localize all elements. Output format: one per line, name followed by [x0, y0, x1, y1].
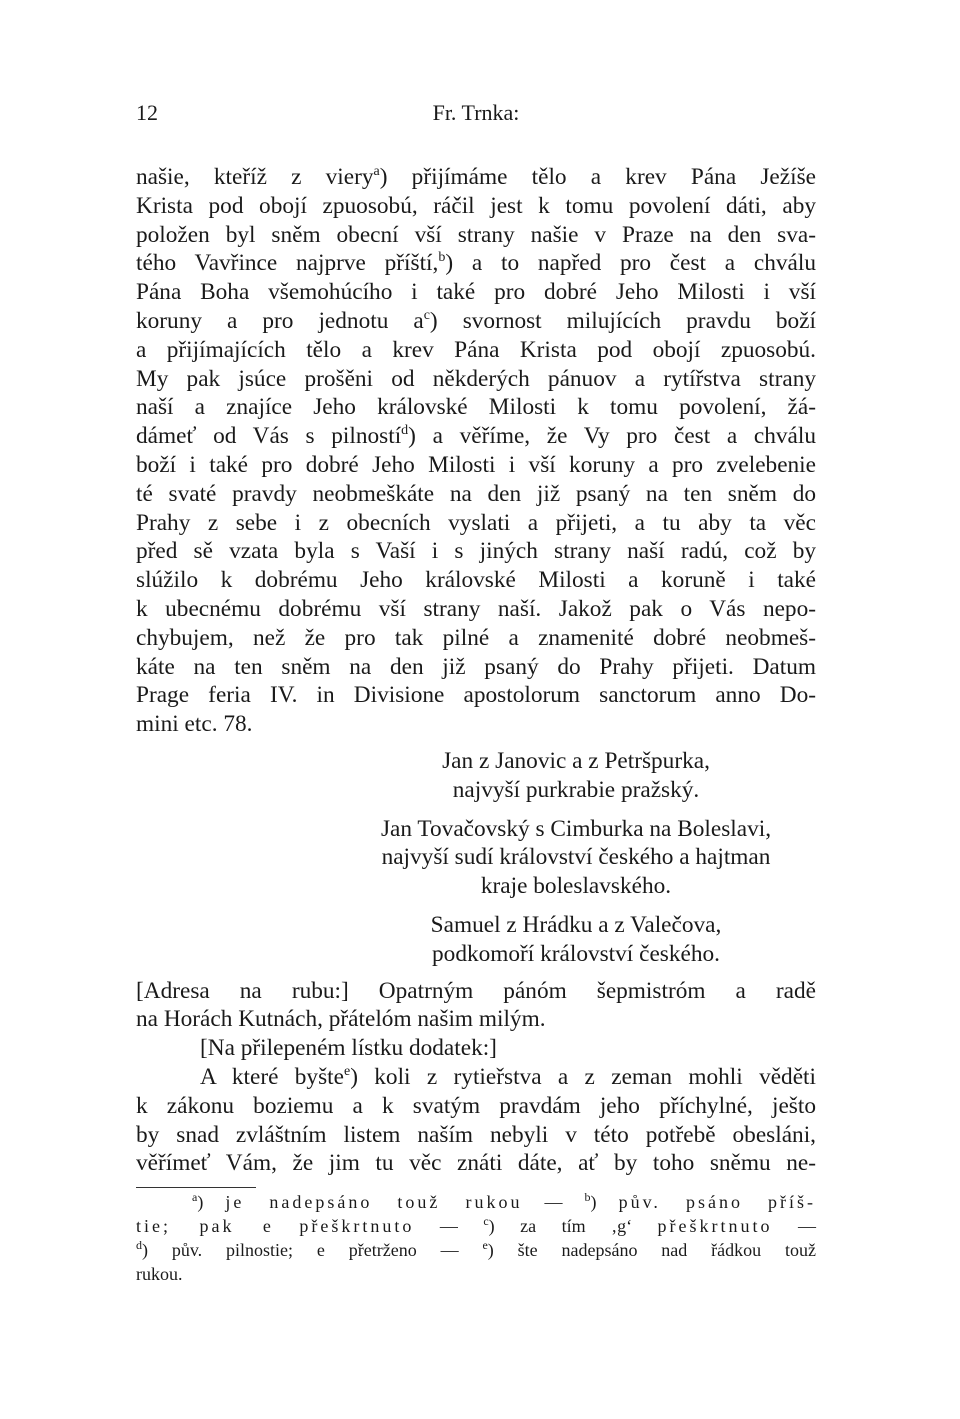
addendum-line: k zákonu boziemu a k svatým pravdám jeho příchylné, ješto [136, 1092, 816, 1119]
signature-line: najvyší sudí království českého a hajtman [381, 844, 771, 871]
text-line: mini etc. 78. [136, 711, 253, 738]
footnote-line: tie; pak e přeškrtnuto — $^c$) za tím ‚g‘ přeškrtnuto — [136, 1214, 817, 1236]
main-text [136, 163, 816, 1178]
text-line: Prage feria IV. in Divisione apostolorum sanctorum anno Do- [136, 682, 816, 709]
signature-line: podkomoří království českého. [432, 940, 720, 967]
addendum-line: věřímeť Vám, že jim tu věc znáti dáte, ať by toho sněmu ne- [136, 1150, 816, 1177]
signature-line: Samuel z Hrádku a z Valečova, [430, 911, 722, 938]
address-line: [Adresa na rubu:] Opatrným pánóm šepmistróm a radě [136, 977, 816, 1004]
text-line: před sě vzata byla s Vaší i s jiných strany naší radú, což by [136, 538, 816, 565]
text-line: káte na ten sněm na den již psaný do Prahy přijeti. Datum [136, 653, 816, 680]
footnote-mark: d [401, 423, 409, 439]
signature-line: Jan Tovačovský s Cimburka na Boleslavi, [380, 815, 772, 842]
text-line: boží i také pro dobré Jeho Milosti i vší koruny a pro zvelebenie [136, 451, 816, 478]
signature-line: kraje boleslavského. [480, 873, 672, 900]
text-line: koruny a pro jednotu $a^c$) svornost milujících pravdu boží [136, 307, 816, 334]
text-line: chybujem, než že pro tak pilné a znamenité dobré neobmeš- [136, 624, 816, 651]
footnote-mark: e [343, 1063, 351, 1079]
addendum-heading: [Na přilepeném lístku dodatek:] [200, 1035, 497, 1062]
address-line: na Horách Kutnách, přátelóm našim milým. [136, 1006, 546, 1033]
text-line: Pána Boha všemohúcího i také pro dobré Jeho Milosti i vší [136, 279, 816, 306]
footnote-mark: a [373, 164, 380, 179]
addendum-line: A které byšte$^e$) koli z rytieřstva a z zeman mohli věděti [200, 1063, 816, 1090]
footnote-line: $^a$) je nadepsáno touž rukou — $^b$) pův. psáno příš- [192, 1190, 816, 1212]
footnote-mark: c [423, 307, 430, 323]
footnote-mark: b [438, 250, 446, 266]
text-line: a přijímajících tělo a krev Pána Krista pod obojí zpuosobú. [136, 336, 816, 363]
addendum-block [136, 1034, 816, 1178]
page-number: 12 [136, 100, 158, 125]
text-line: našie, kteříž z viery$^a$) přijímáme tělo a krev Pána Ježíše [136, 164, 816, 190]
footnotes [136, 1190, 816, 1286]
text-line: My pak jsúce prošěni od někderých pánuov a rytířstva strany [136, 365, 816, 392]
text-line: slúžilo k dobrému Jeho královské Milosti a koruně i také [136, 567, 816, 594]
text-line: položen byl sněm obecní vší strany našie v Praze na den sva- [136, 221, 816, 248]
signature-jan-z-janovic [336, 747, 816, 805]
signature-line: Jan z Janovic a z Petršpurka, [442, 747, 710, 774]
footnote-line: $^d$) pův. pilnostie; e přetrženo — $^e$) šte nadepsáno nad řádkou touž [136, 1238, 816, 1260]
addendum-line: by snad zvláštním listem naším nebyli v této potřebě obesláni, [136, 1121, 816, 1148]
signature-line: najvyší purkrabie pražský. [452, 776, 700, 803]
signature-samuel-z-hradku [336, 911, 816, 969]
text-line: Krista pod obojí zpuosobú, ráčil jest k tomu povolení dáti, aby [136, 192, 816, 219]
text-line: Prahy z sebe i z obecních vyslati a přijeti, a tu aby ta věc [136, 509, 816, 536]
text-line: dámeť od Vás s pilností$^d$) a věříme, že Vy pro čest a chválu [136, 423, 817, 450]
text-line: tého Vavřince najprve příští,$^b$) a to napřed pro čest a chválu [136, 250, 816, 277]
footnote-line: rukou. [136, 1264, 183, 1284]
text-line: k ubecnému dobrému vší strany naší. Jakož pak o Vás nepo- [136, 595, 816, 622]
running-head: Fr. Trnka: [432, 100, 520, 125]
text-line: té svaté pravdy neobmeškáte na den již psaný na ten sněm do [136, 480, 816, 507]
address-block [136, 977, 816, 1035]
signature-jan-tovacovsky [336, 815, 816, 901]
text-line: naší a znajíce Jeho královské Milosti k tomu povolení, žá- [136, 394, 816, 421]
footnote-divider [136, 1187, 256, 1188]
